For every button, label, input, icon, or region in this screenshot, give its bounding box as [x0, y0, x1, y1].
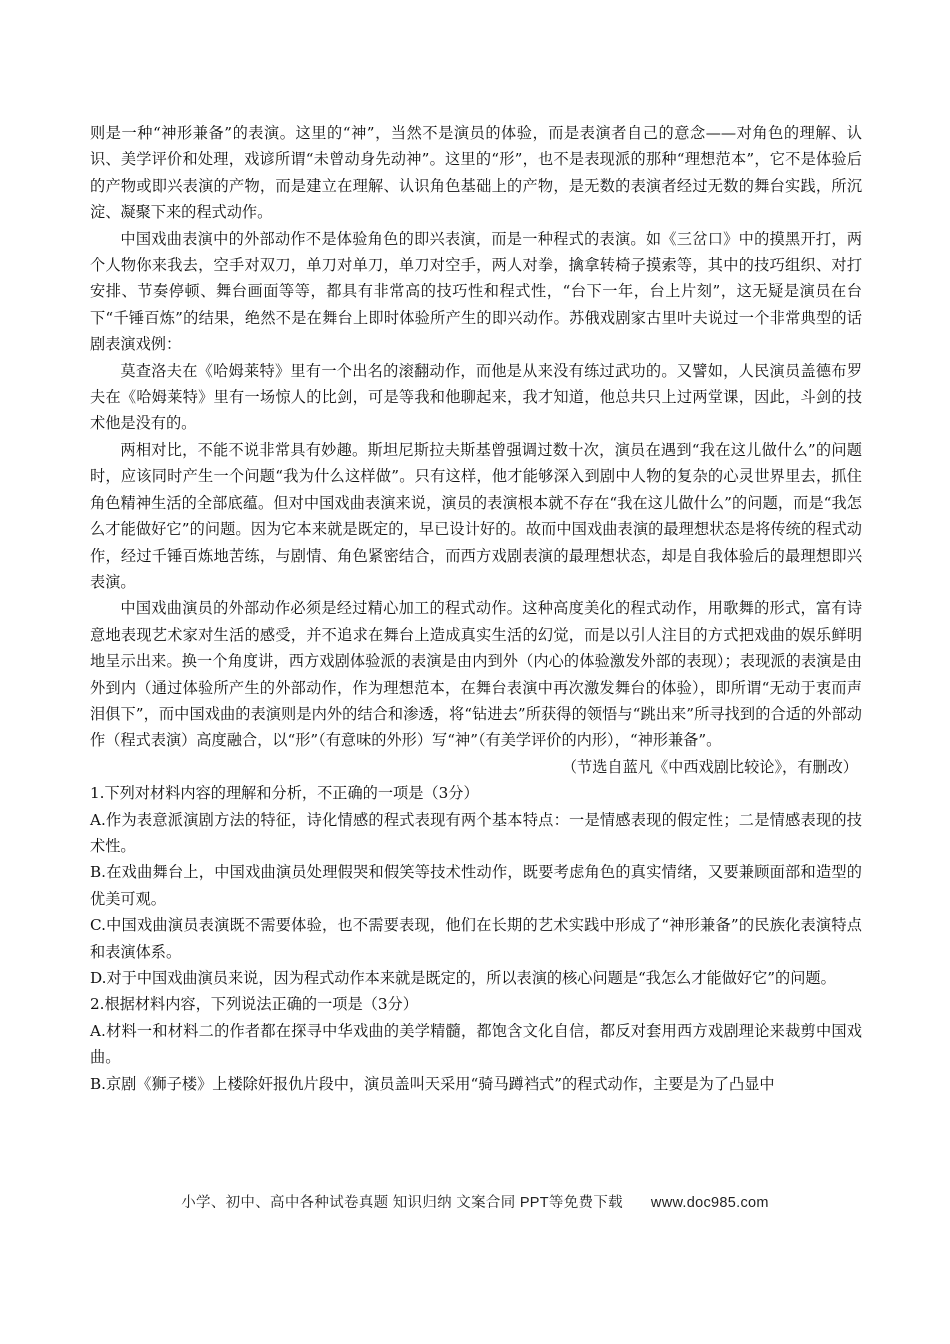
question-1-title: 1.下列对材料内容的理解和分析，不正确的一项是（3分）	[90, 784, 479, 803]
question-2-option-a: A.材料一和材料二的作者都在探寻中华戏曲的美学精髓，都饱含文化自信，都反对套用西方戏剧理论来裁剪中国戏曲。	[90, 1021, 862, 1067]
page-footer	[0, 1191, 950, 1212]
passage-paragraph-1: 则是一种“神形兼备”的表演。这里的“神”，当然不是演员的体验，而是表演者自己的意念——对角色的理解、认识、美学评价和处理，戏谚所谓“未曾动身先动神”。这里的“形”，也不是表现派的那种“理想范本”，它不是体验后的产物或即兴表演的产物，而是建立在理解、认识角色基础上的产物，是无数的表演者经过无数的舞台实践，所沉淀、凝聚下来的程式动作。	[90, 124, 862, 222]
footer-url[interactable]: www.doc985.com	[650, 1195, 769, 1211]
question-1-option-b: B.在戏曲舞台上，中国戏曲演员处理假哭和假笑等技术性动作，既要考虑角色的真实情绪，又要兼顾面部和造型的优美可观。	[90, 863, 862, 908]
question-2-option-b: B.京剧《狮子楼》上楼除奸报仇片段中，演员盖叫天采用“骑马蹲裆式”的程式动作，主要是为了凸显中	[90, 1074, 775, 1093]
question-1-option-d: D.对于中国戏曲演员来说，因为程式动作本来就是既定的，所以表演的核心问题是“我怎么才能做好它”的问题。	[90, 969, 836, 987]
passage-paragraph-4: 中国戏曲演员的外部动作必须是经过精心加工的程式动作。这种高度美化的程式动作，用歌舞的形式，富有诗意地表现艺术家对生活的感受，并不追求在舞台上造成真实生活的幻觉，而是以引人注目的方式把戏曲的娱乐鲜明地呈示出来。换一个角度讲，西方戏剧体验派的表演是由内到外（内心的体验激发外部的表现）；表现派的表演是由外到内（通过体验所产生的外部动作，作为理想范本，在舞台表演中再次激发舞台的体验），即所谓“无动于衷而声泪俱下”，而中国戏曲的表演则是内外的结合和渗透，将“钻进去”所获得的领悟与“跳出来”所寻找到的合适的外部动作（程式表演）高度融合，以“形”（有意味的外形）写“神”（有美学评价的内形），“神形兼备”。	[90, 599, 862, 750]
passage-quote-paragraph: 莫查洛夫在《哈姆莱特》里有一个出名的滚翻动作，而他是从来没有练过武功的。又譬如，人民演员盖德布罗夫在《哈姆莱特》里有一场惊人的比剑，可是等我和他聊起来，我才知道，他总共只上过两堂课，因此，斗剑的技术他是没有的。	[90, 361, 862, 433]
passage-paragraph-3: 两相对比，不能不说非常具有妙趣。斯坦尼斯拉夫斯基曾强调过数十次，演员在遇到“我在这儿做什么”的问题时，应该同时产生一个问题“我为什么这样做”。只有这样，他才能够深入到剧中人物的复杂的心灵世界里去，抓住角色精神生活的全部底蕴。但对中国戏曲表演来说，演员的表演根本就不存在“我在这儿做什么”的问题，而是“我怎么才能做好它”的问题。因为它本来就是既定的，早已设计好的。故而中国戏曲表演的最理想状态是将传统的程式动作，经过千锤百炼地苦练，与剧情、角色紧密结合，而西方戏剧表演的最理想状态，却是自我体验后的最理想即兴表演。	[90, 440, 862, 591]
source-citation: （节选自蓝凡《中西戏剧比较论》，有删改）	[561, 757, 858, 776]
question-1-option-a: A.作为表意派演剧方法的特征，诗化情感的程式表现有两个基本特点：一是情感表现的假定性；二是情感表现的技术性。	[90, 810, 862, 855]
document-body	[90, 120, 862, 1097]
question-2-title: 2.根据材料内容，下列说法正确的一项是（3分）	[90, 995, 418, 1014]
footer-text: 小学、初中、高中各种试卷真题 知识归纳 文案合同 PPT等免费下载	[181, 1195, 623, 1211]
passage-paragraph-2: 中国戏曲表演中的外部动作不是体验角色的即兴表演，而是一种程式的表演。如《三岔口》中的摸黑开打，两个人物你来我去，空手对双刀，单刀对单刀，单刀对空手，两人对拳，擒拿转椅子摸索等，其中的技巧组织、对打安排、节奏停顿、舞台画面等等，都具有非常高的技巧性和程式性，“台下一年，台上片刻”，这无疑是演员在台下“千锤百炼”的结果，绝然不是在舞台上即时体验所产生的即兴动作。苏俄戏剧家古里叶夫说过一个非常典型的话剧表演戏例：	[90, 229, 862, 354]
question-1-option-c: C.中国戏曲演员表演既不需要体验，也不需要表现，他们在长期的艺术实践中形成了“神形兼备”的民族化表演特点和表演体系。	[90, 916, 862, 961]
